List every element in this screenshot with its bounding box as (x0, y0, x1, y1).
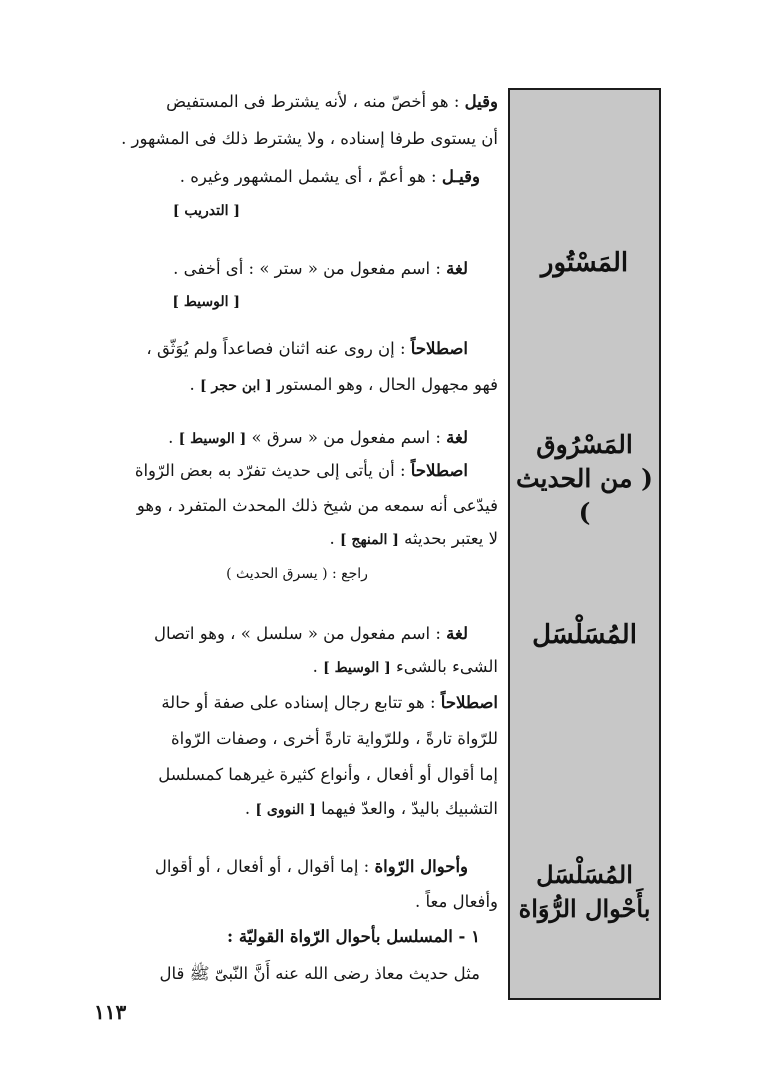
source-citation: [ ابن حجر ] (200, 378, 272, 394)
definition-keyword: لغة (446, 259, 468, 278)
text-line (96, 90, 498, 114)
definition-text: فهو مجهول الحال ، وهو المستور (271, 375, 498, 394)
punctuation: . (312, 657, 324, 676)
text-line (96, 691, 498, 715)
definition-text: للرّواة تارةً ، وللرّواية تارةً أخرى ، وصفات الرّواة (170, 729, 498, 748)
definition-keyword: وقيـل (441, 167, 480, 186)
text-line (96, 257, 468, 281)
definition-text: فيدّعى أنه سمعه من شيخ ذلك المحدث المتفرد ، وهو (136, 496, 498, 515)
text-line (96, 459, 468, 483)
text-line (96, 426, 468, 451)
definition-text: إما أقوال أو أفعال ، وأنواع كثيرة غيرهما كمسلسل (158, 765, 498, 784)
terms-sidebar (508, 88, 661, 1000)
definition-keyword: اصطلاحاً (410, 461, 468, 480)
source-citation: [ الوسيط ] (323, 660, 391, 676)
text-line (96, 855, 468, 879)
text-line (96, 494, 498, 518)
text-line (96, 763, 498, 787)
text-line (96, 165, 480, 189)
term-musalsal-ahwal-label: المُسَلْسَل (536, 860, 633, 889)
definition-text: الشىء بالشىء (390, 657, 498, 676)
definition-text: : اسم مفعول من « سرق » (246, 428, 447, 447)
term-musalsal-ahwal-sublabel: بأَحْوال الرُّوَاة (518, 894, 651, 923)
definition-text: : إما أقوال ، أو أفعال ، أو أقوال (154, 857, 375, 876)
source-citation: [ النووى ] (255, 802, 316, 818)
punctuation: . (168, 428, 179, 447)
cross-reference: راجع : ( يسرق الحديث ) (226, 566, 368, 582)
term-musalsal-ahwal (510, 858, 659, 926)
definition-keyword: لغة (446, 624, 468, 643)
text-line (96, 925, 480, 949)
term-musalsal-label: المُسَلْسَل (532, 620, 637, 650)
source-citation: [ التدريب ] (172, 203, 240, 219)
definition-text: : إن روى عنه اثنان فصاعداً ولم يُوَثّق ، (146, 339, 411, 358)
definition-text: مثل حديث معاذ رضى الله عنه أَنَّ النّبىّ ﷺ قال (159, 964, 480, 983)
definition-keyword: اصطلاحاً (440, 693, 498, 712)
definition-text: : هو تتابع رجال إسناده على صفة أو حالة (161, 693, 441, 712)
text-line (96, 373, 498, 398)
definition-keyword: اصطلاحاً (410, 339, 468, 358)
source-citation: [ الوسيط ] (172, 294, 240, 310)
text-line (96, 562, 498, 586)
term-masruq-label: المَسْرُوق (536, 430, 633, 459)
source-citation: [ الوسيط ] (178, 431, 247, 447)
definition-text: لا يعتبر بحديثه (398, 529, 498, 548)
definition-keyword: وأحوال الرّواة (374, 857, 468, 876)
text-line (96, 962, 480, 986)
definition-text: : هو أعمّ ، أى يشمل المشهور وغيره . (179, 167, 442, 186)
punctuation: . (189, 375, 201, 394)
section-heading: ١ - المسلسل بأحوال الرّواة القوليّة : (227, 927, 480, 946)
term-mastur-label: المَسْتُور (540, 248, 629, 278)
text-line (96, 127, 498, 151)
text-line (96, 890, 498, 914)
definition-text: : اسم مفعول من « سلسل » ، وهو اتصال (153, 624, 447, 643)
page-number: ١١٣ (94, 1000, 127, 1024)
term-masruq (510, 428, 659, 530)
text-line (96, 797, 498, 822)
term-mastur (510, 248, 659, 278)
main-text (96, 0, 498, 1071)
source-citation: [ المنهج ] (339, 532, 399, 548)
definition-text: : اسم مفعول من « ستر » : أى أخفى . (173, 259, 447, 278)
text-line (96, 198, 240, 223)
definition-keyword: لغة (446, 428, 468, 447)
punctuation: . (329, 529, 340, 548)
definition-text: التشبيك باليدّ ، والعدّ فيهما (315, 799, 498, 818)
definition-text: أن يستوى طرفا إسناده ، ولا يشترط ذلك فى المشهور . (121, 129, 498, 148)
text-line (96, 337, 468, 361)
term-masruq-sublabel: ( من الحديث ) (516, 464, 653, 527)
text-line (96, 622, 468, 646)
definition-text: : هو أخصّ منه ، لأنه يشترط فى المستفيض (166, 92, 465, 111)
term-musalsal (510, 620, 659, 650)
punctuation: . (244, 799, 256, 818)
definition-text: وأفعال معاً . (415, 892, 498, 911)
text-line (96, 727, 498, 751)
text-line (96, 527, 498, 552)
text-line (96, 655, 498, 680)
definition-text: : أن يأتى إلى حديث تفرّد به بعض الرّواة (134, 461, 411, 480)
text-line (96, 289, 240, 314)
definition-keyword: وقيل (464, 92, 498, 111)
